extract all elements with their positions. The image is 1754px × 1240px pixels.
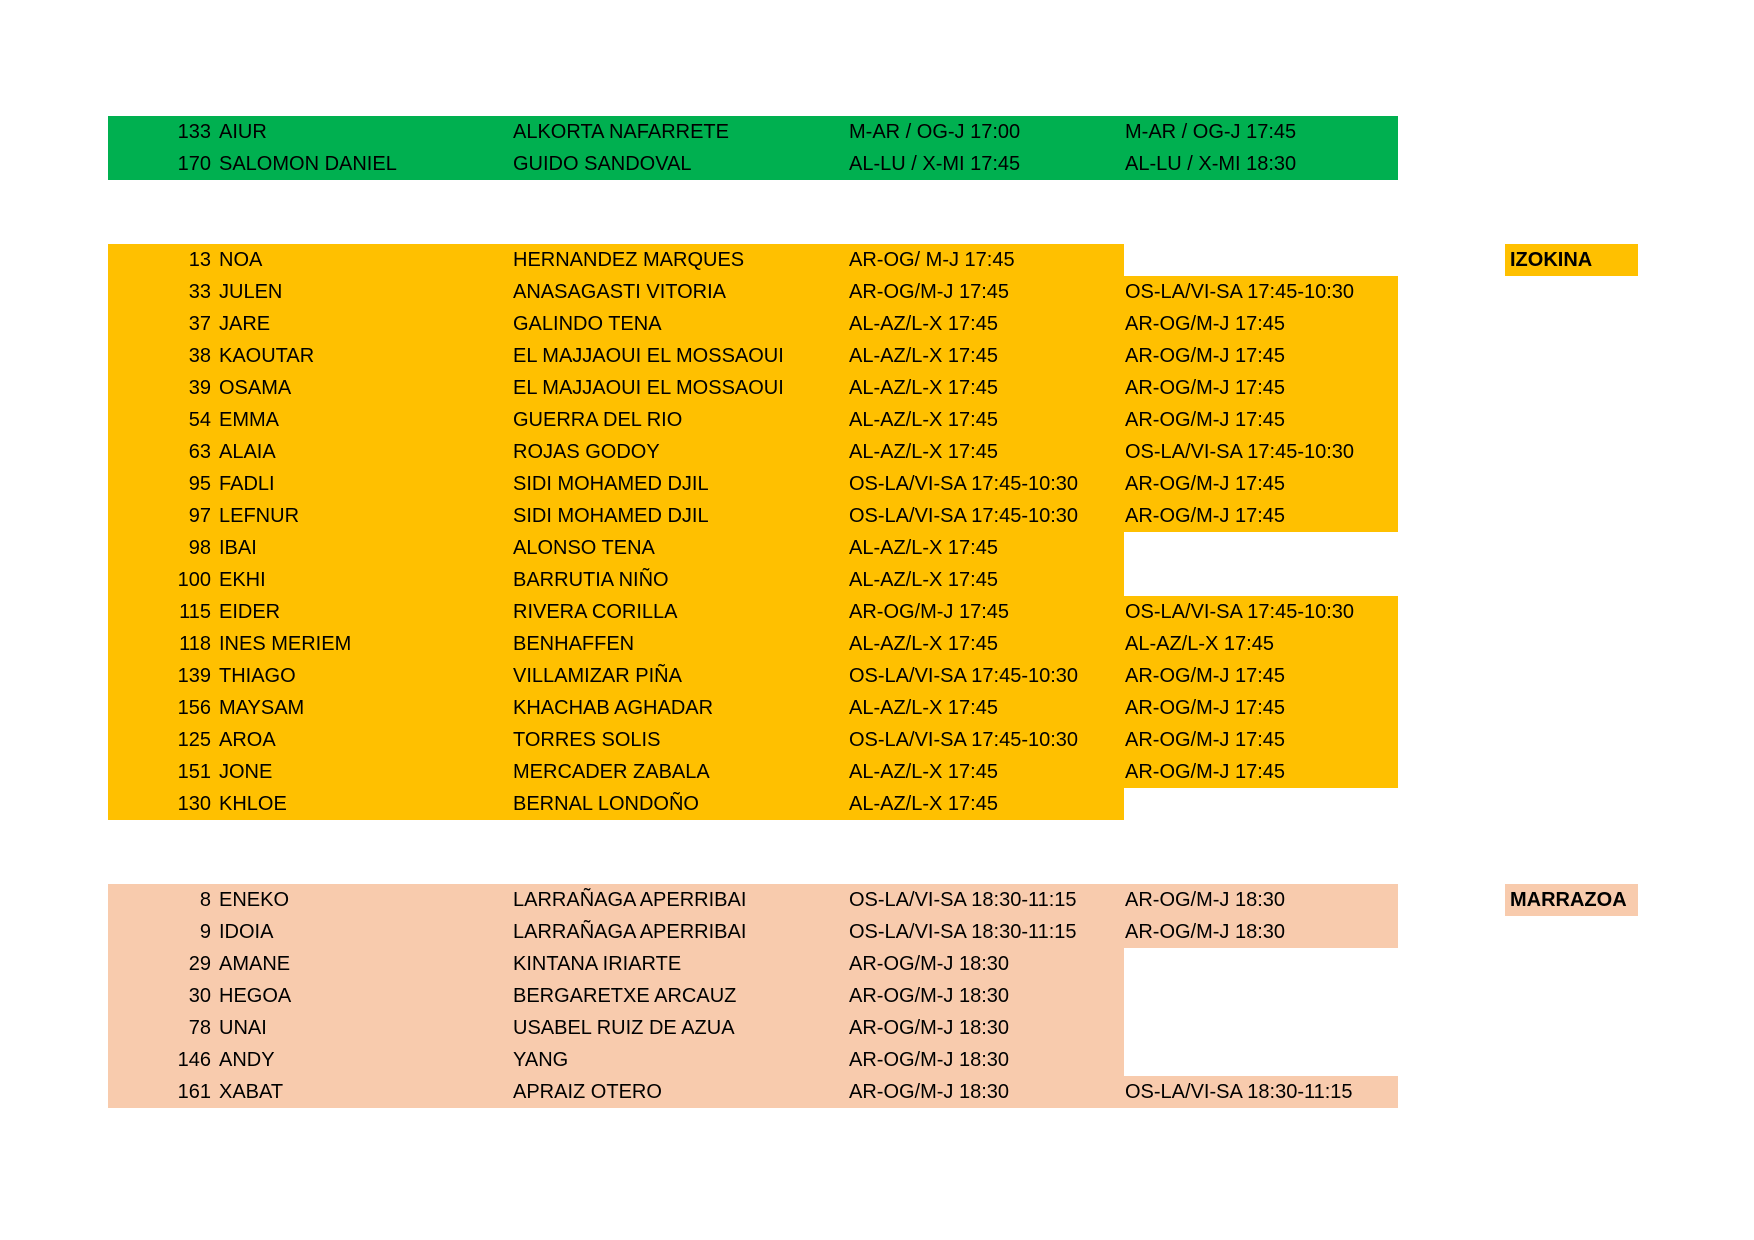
first-name-cell[interactable]: UNAI — [219, 1017, 267, 1039]
schedule-2-cell[interactable]: AR-OG/M-J 17:45 — [1125, 313, 1286, 335]
surname-cell[interactable]: VILLAMIZAR PIÑA — [513, 665, 682, 687]
surname-cell[interactable]: GUIDO SANDOVAL — [513, 153, 692, 175]
schedule-2-cell[interactable]: OS-LA/VI-SA 18:30-11:15 — [1125, 1081, 1353, 1103]
number-cell[interactable]: 8 — [199, 889, 211, 911]
surname-cell[interactable]: LARRAÑAGA APERRIBAI — [513, 889, 747, 911]
schedule-1-cell[interactable]: AL-AZ/L-X 17:45 — [849, 633, 998, 655]
schedule-2-cell[interactable]: AR-OG/M-J 17:45 — [1125, 345, 1286, 367]
number-cell[interactable]: 30 — [188, 985, 211, 1007]
surname-cell[interactable]: BERGARETXE ARCAUZ — [513, 985, 737, 1007]
number-cell[interactable]: 139 — [177, 665, 211, 687]
surname-cell[interactable]: YANG — [513, 1049, 569, 1071]
schedule-2-cell[interactable]: OS-LA/VI-SA 17:45-10:30 — [1125, 601, 1355, 623]
number-cell[interactable]: 78 — [188, 1017, 211, 1039]
surname-cell[interactable]: BERNAL LONDOÑO — [513, 793, 699, 815]
schedule-1-cell[interactable]: AR-OG/M-J 18:30 — [849, 1049, 1010, 1071]
number-cell[interactable]: 118 — [179, 633, 211, 655]
schedule-2-cell[interactable]: AR-OG/M-J 17:45 — [1125, 473, 1286, 495]
schedule-1-cell[interactable]: OS-LA/VI-SA 17:45-10:30 — [849, 665, 1079, 687]
number-cell[interactable]: 100 — [177, 569, 211, 591]
schedule-1-cell[interactable]: AR-OG/M-J 18:30 — [849, 953, 1010, 975]
first-name-cell[interactable]: JONE — [219, 761, 273, 783]
schedule-2-cell[interactable]: AR-OG/M-J 18:30 — [1125, 889, 1286, 911]
schedule-1-cell[interactable]: OS-LA/VI-SA 17:45-10:30 — [849, 505, 1079, 527]
schedule-2-cell[interactable]: OS-LA/VI-SA 17:45-10:30 — [1125, 281, 1355, 303]
number-cell[interactable]: 146 — [177, 1049, 211, 1071]
schedule-1-cell[interactable]: AL-AZ/L-X 17:45 — [849, 569, 998, 591]
schedule-1-cell[interactable]: AL-AZ/L-X 17:45 — [849, 441, 998, 463]
number-cell[interactable]: 38 — [188, 345, 211, 367]
schedule-1-cell[interactable]: AL-AZ/L-X 17:45 — [849, 345, 998, 367]
surname-cell[interactable]: ALKORTA NAFARRETE — [513, 121, 729, 143]
first-name-cell[interactable]: LEFNUR — [219, 505, 300, 527]
number-cell[interactable]: 156 — [177, 697, 211, 719]
number-cell[interactable]: 130 — [177, 793, 211, 815]
schedule-1-cell[interactable]: AR-OG/M-J 17:45 — [849, 281, 1010, 303]
first-name-cell[interactable]: EKHI — [219, 569, 266, 591]
schedule-2-cell[interactable]: AR-OG/M-J 17:45 — [1125, 729, 1286, 751]
number-cell[interactable]: 133 — [177, 121, 211, 143]
surname-cell[interactable]: ALONSO TENA — [513, 537, 655, 559]
first-name-cell[interactable]: IBAI — [219, 537, 257, 559]
surname-cell[interactable]: KINTANA IRIARTE — [513, 953, 682, 975]
first-name-cell[interactable]: AMANE — [219, 953, 291, 975]
first-name-cell[interactable]: THIAGO — [219, 665, 296, 687]
schedule-1-cell[interactable]: OS-LA/VI-SA 17:45-10:30 — [849, 473, 1079, 495]
schedule-2-cell[interactable]: AR-OG/M-J 17:45 — [1125, 505, 1286, 527]
schedule-2-cell[interactable]: AR-OG/M-J 17:45 — [1125, 761, 1286, 783]
schedule-2-cell[interactable]: AL-LU / X-MI 18:30 — [1125, 153, 1297, 175]
first-name-cell[interactable]: XABAT — [219, 1081, 284, 1103]
schedule-1-cell[interactable]: AL-AZ/L-X 17:45 — [849, 761, 998, 783]
first-name-cell[interactable]: OSAMA — [219, 377, 292, 399]
number-cell[interactable]: 9 — [199, 921, 211, 943]
schedule-1-cell[interactable]: AL-AZ/L-X 17:45 — [849, 313, 998, 335]
number-cell[interactable]: 63 — [188, 441, 211, 463]
first-name-cell[interactable]: KAOUTAR — [219, 345, 315, 367]
schedule-1-cell[interactable]: AR-OG/M-J 17:45 — [849, 601, 1010, 623]
first-name-cell[interactable]: HEGOA — [219, 985, 292, 1007]
schedule-1-cell[interactable]: AR-OG/M-J 18:30 — [849, 1081, 1010, 1103]
surname-cell[interactable]: SIDI MOHAMED DJIL — [513, 473, 709, 495]
number-cell[interactable]: 151 — [177, 761, 211, 783]
schedule-1-cell[interactable]: AL-AZ/L-X 17:45 — [849, 793, 998, 815]
number-cell[interactable]: 39 — [188, 377, 211, 399]
schedule-1-cell[interactable]: OS-LA/VI-SA 18:30-11:15 — [849, 921, 1077, 943]
surname-cell[interactable]: MERCADER ZABALA — [513, 761, 710, 783]
schedule-2-cell[interactable]: M-AR / OG-J 17:45 — [1125, 121, 1297, 143]
surname-cell[interactable]: RIVERA CORILLA — [513, 601, 678, 623]
surname-cell[interactable]: BARRUTIA NIÑO — [513, 569, 669, 591]
first-name-cell[interactable]: INES MERIEM — [219, 633, 352, 655]
schedule-1-cell[interactable]: AR-OG/M-J 18:30 — [849, 1017, 1010, 1039]
surname-cell[interactable]: ANASAGASTI VITORIA — [513, 281, 727, 303]
schedule-2-cell[interactable]: AL-AZ/L-X 17:45 — [1125, 633, 1274, 655]
number-cell[interactable]: 37 — [188, 313, 211, 335]
surname-cell[interactable]: EL MAJJAOUI EL MOSSAOUI — [513, 377, 784, 399]
schedule-2-cell[interactable]: OS-LA/VI-SA 17:45-10:30 — [1125, 441, 1355, 463]
surname-cell[interactable]: GUERRA DEL RIO — [513, 409, 683, 431]
schedule-2-cell[interactable]: AR-OG/M-J 17:45 — [1125, 409, 1286, 431]
schedule-1-cell[interactable]: AR-OG/ M-J 17:45 — [849, 249, 1015, 271]
number-cell[interactable]: 98 — [188, 537, 211, 559]
surname-cell[interactable]: USABEL RUIZ DE AZUA — [513, 1017, 735, 1039]
number-cell[interactable]: 161 — [177, 1081, 211, 1103]
first-name-cell[interactable]: ENEKO — [219, 889, 290, 911]
schedule-1-cell[interactable]: OS-LA/VI-SA 17:45-10:30 — [849, 729, 1079, 751]
schedule-2-cell[interactable]: AR-OG/M-J 17:45 — [1125, 665, 1286, 687]
group-label-izokina[interactable]: IZOKINA — [1505, 244, 1638, 276]
surname-cell[interactable]: LARRAÑAGA APERRIBAI — [513, 921, 747, 943]
number-cell[interactable]: 170 — [177, 153, 211, 175]
first-name-cell[interactable]: NOA — [219, 249, 263, 271]
schedule-1-cell[interactable]: AL-AZ/L-X 17:45 — [849, 409, 998, 431]
schedule-1-cell[interactable]: AL-LU / X-MI 17:45 — [849, 153, 1021, 175]
group-label-marrazoa[interactable]: MARRAZOA — [1505, 884, 1638, 916]
number-cell[interactable]: 115 — [179, 601, 211, 623]
first-name-cell[interactable]: KHLOE — [219, 793, 287, 815]
surname-cell[interactable]: HERNANDEZ MARQUES — [513, 249, 745, 271]
surname-cell[interactable]: KHACHAB AGHADAR — [513, 697, 714, 719]
number-cell[interactable]: 33 — [188, 281, 211, 303]
number-cell[interactable]: 125 — [177, 729, 211, 751]
first-name-cell[interactable]: JARE — [219, 313, 271, 335]
schedule-2-cell[interactable]: AR-OG/M-J 17:45 — [1125, 697, 1286, 719]
first-name-cell[interactable]: MAYSAM — [219, 697, 305, 719]
schedule-1-cell[interactable]: AL-AZ/L-X 17:45 — [849, 537, 998, 559]
schedule-1-cell[interactable]: AL-AZ/L-X 17:45 — [849, 697, 998, 719]
number-cell[interactable]: 13 — [188, 249, 211, 271]
first-name-cell[interactable]: SALOMON DANIEL — [219, 153, 397, 175]
surname-cell[interactable]: GALINDO TENA — [513, 313, 662, 335]
first-name-cell[interactable]: AROA — [219, 729, 276, 751]
schedule-1-cell[interactable]: AR-OG/M-J 18:30 — [849, 985, 1010, 1007]
first-name-cell[interactable]: JULEN — [219, 281, 283, 303]
first-name-cell[interactable]: ALAIA — [219, 441, 276, 463]
number-cell[interactable]: 29 — [188, 953, 211, 975]
first-name-cell[interactable]: EIDER — [219, 601, 281, 623]
schedule-2-cell[interactable]: AR-OG/M-J 17:45 — [1125, 377, 1286, 399]
schedule-1-cell[interactable]: AL-AZ/L-X 17:45 — [849, 377, 998, 399]
schedule-1-cell[interactable]: M-AR / OG-J 17:00 — [849, 121, 1021, 143]
schedule-1-cell[interactable]: OS-LA/VI-SA 18:30-11:15 — [849, 889, 1077, 911]
first-name-cell[interactable]: IDOIA — [219, 921, 274, 943]
surname-cell[interactable]: EL MAJJAOUI EL MOSSAOUI — [513, 345, 784, 367]
first-name-cell[interactable]: AIUR — [219, 121, 267, 143]
surname-cell[interactable]: ROJAS GODOY — [513, 441, 660, 463]
surname-cell[interactable]: TORRES SOLIS — [513, 729, 661, 751]
first-name-cell[interactable]: ANDY — [219, 1049, 275, 1071]
schedule-2-cell[interactable]: AR-OG/M-J 18:30 — [1125, 921, 1286, 943]
first-name-cell[interactable]: FADLI — [219, 473, 275, 495]
surname-cell[interactable]: APRAIZ OTERO — [513, 1081, 662, 1103]
surname-cell[interactable]: SIDI MOHAMED DJIL — [513, 505, 709, 527]
number-cell[interactable]: 95 — [188, 473, 211, 495]
number-cell[interactable]: 54 — [188, 409, 211, 431]
first-name-cell[interactable]: EMMA — [219, 409, 279, 431]
surname-cell[interactable]: BENHAFFEN — [513, 633, 635, 655]
number-cell[interactable]: 97 — [188, 505, 211, 527]
